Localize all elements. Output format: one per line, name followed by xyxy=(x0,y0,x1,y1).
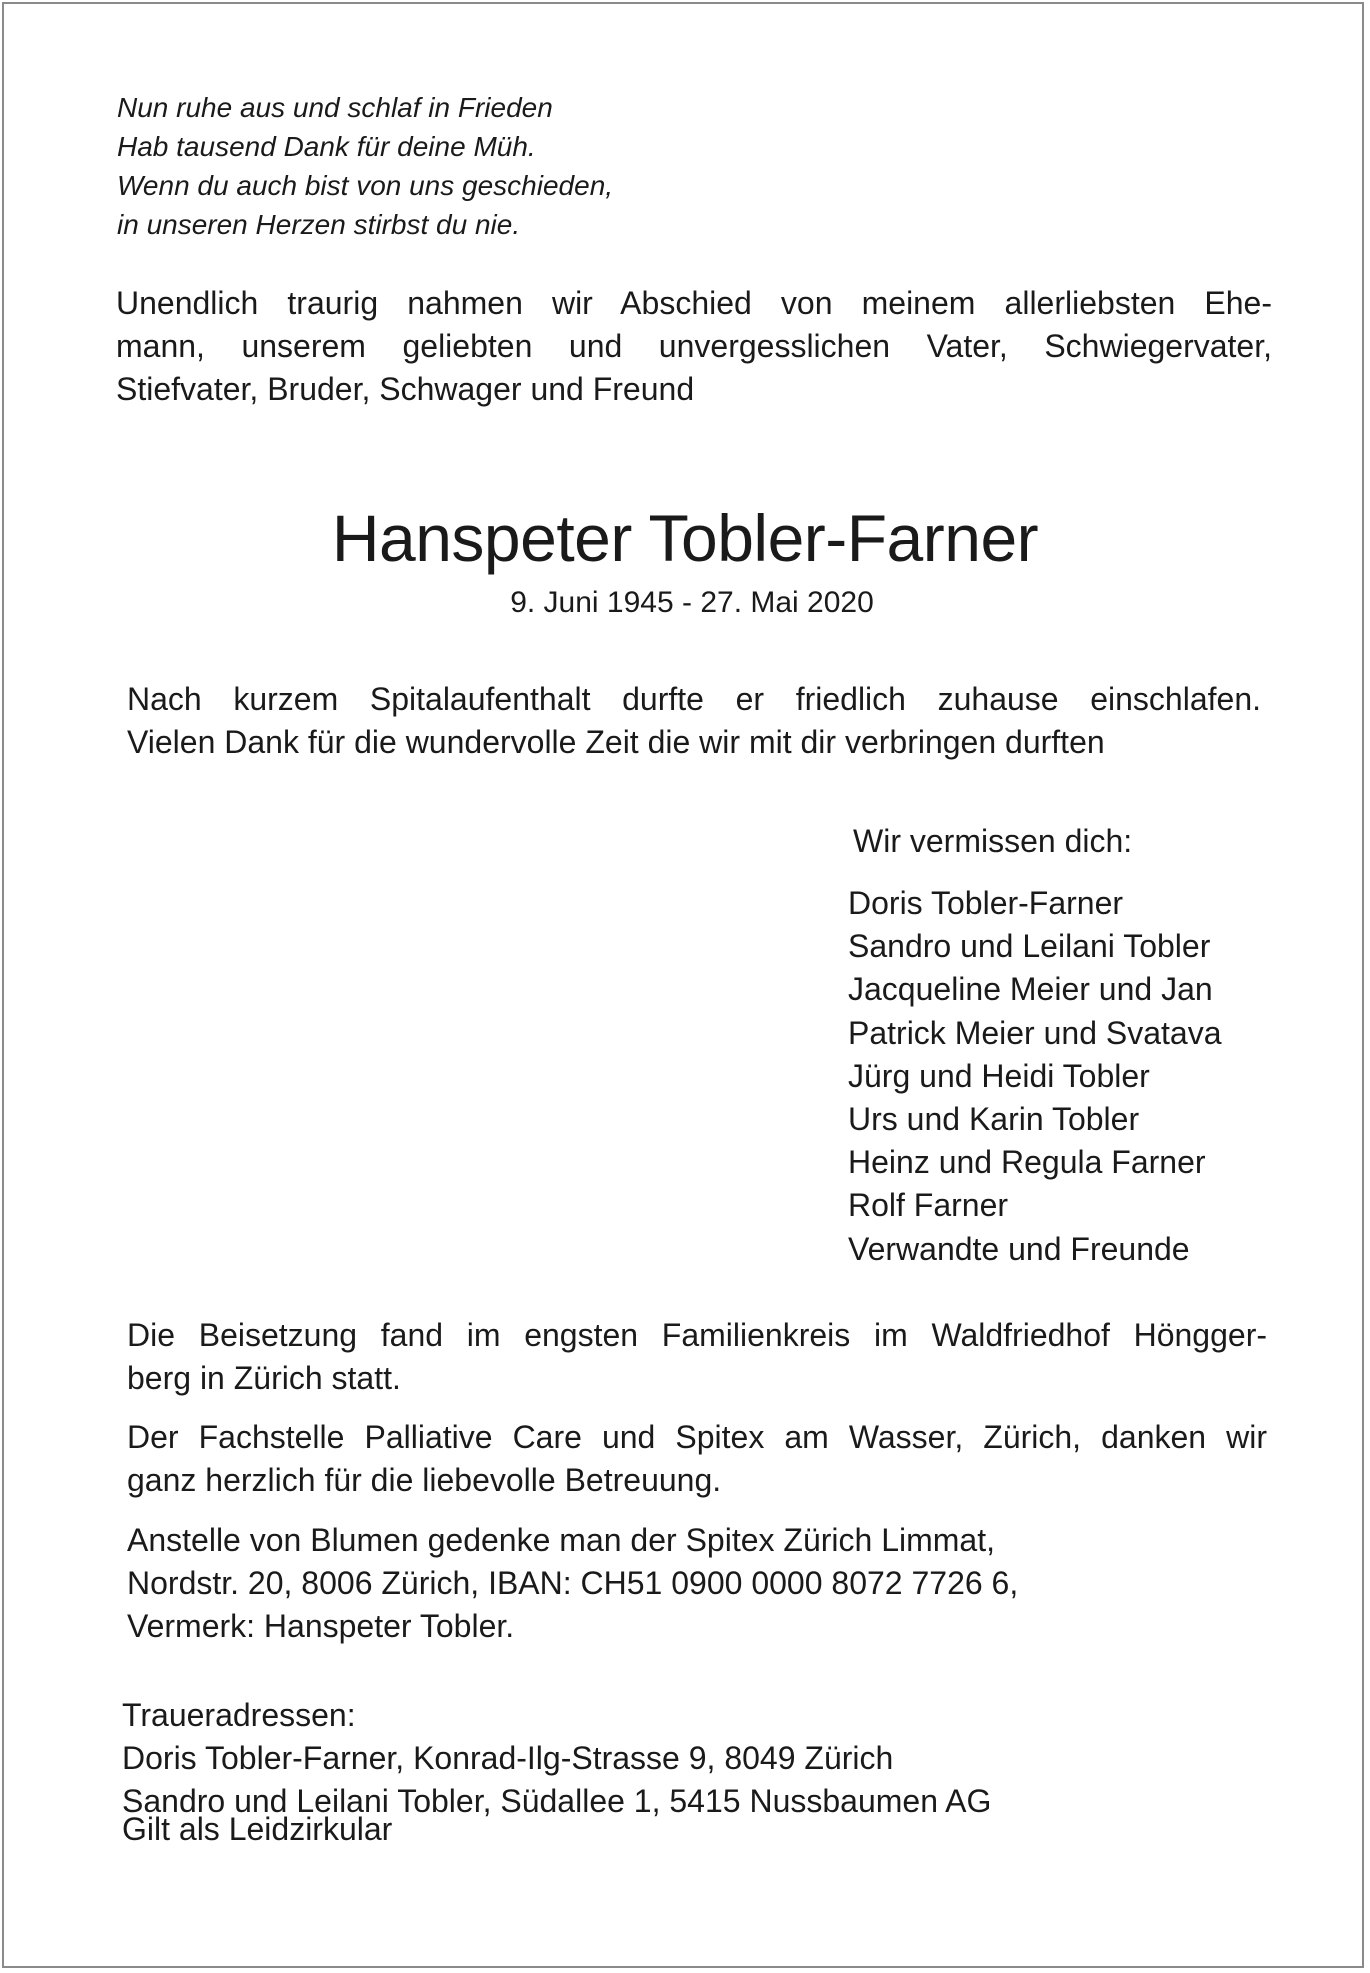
donation-line: Nordstr. 20, 8006 Zürich, IBAN: CH51 0900 0000 8072 7726 6, xyxy=(127,1565,1019,1601)
donation-line: Vermerk: Hanspeter Tobler. xyxy=(127,1608,515,1644)
poem-line: Wenn du auch bist von uns geschieden, xyxy=(117,170,614,201)
address-entry: Sandro und Leilani Tobler, Südallee 1, 5415 Nussbaumen AG xyxy=(122,1783,992,1819)
burial-paragraph xyxy=(127,1314,1267,1400)
mourning-addresses xyxy=(122,1694,991,1823)
deceased-name: Hanspeter Tobler-Farner xyxy=(331,501,1039,575)
mourner-name: Sandro und Leilani Tobler xyxy=(848,928,1211,965)
mourner-name: Jürg und Heidi Tobler xyxy=(848,1057,1150,1094)
address-entry: Doris Tobler-Farner, Konrad-Ilg-Strasse 9, 8049 Zürich xyxy=(122,1740,894,1776)
intro-line: Unendlich traurig nahmen wir Abschied von meinem allerliebsten Ehe- xyxy=(116,285,1272,321)
mourner-name: Jacqueline Meier und Jan xyxy=(848,971,1213,1008)
intro-line: mann, unserem geliebten und unvergesslichen Vater, Schwiegervater, xyxy=(116,328,1272,364)
burial-line: berg in Zürich statt. xyxy=(127,1360,401,1396)
farewell-paragraph xyxy=(127,678,1261,764)
donation-line: Anstelle von Blumen gedenke man der Spitex Zürich Limmat, xyxy=(127,1522,995,1558)
circular-note: Gilt als Leidzirkular xyxy=(122,1811,393,1847)
mourner-name: Rolf Farner xyxy=(848,1187,1009,1224)
mourner-name: Heinz und Regula Farner xyxy=(848,1144,1206,1181)
mourner-name: Patrick Meier und Svatava xyxy=(848,1014,1222,1051)
life-dates: 9. Juni 1945 - 27. Mai 2020 xyxy=(510,586,874,619)
addresses-heading: Traueradressen: xyxy=(122,1697,356,1733)
farewell-line: Vielen Dank für die wundervolle Zeit die wir mit dir verbringen durften xyxy=(127,724,1105,760)
intro-line: Stiefvater, Bruder, Schwager und Freund xyxy=(116,371,695,407)
poem-line: Nun ruhe aus und schlaf in Frieden xyxy=(117,92,553,123)
memorial-poem xyxy=(117,88,613,244)
thanks-paragraph xyxy=(127,1416,1267,1502)
mourner-name: Doris Tobler-Farner xyxy=(848,885,1124,921)
mourner-name: Urs und Karin Tobler xyxy=(848,1101,1140,1138)
thanks-line: ganz herzlich für die liebevolle Betreuung. xyxy=(127,1462,722,1498)
mourners-list xyxy=(848,882,1222,1271)
thanks-line: Der Fachstelle Palliative Care und Spitex am Wasser, Zürich, danken wir xyxy=(127,1419,1267,1455)
intro-paragraph xyxy=(116,282,1272,411)
burial-line: Die Beisetzung fand im engsten Familienkreis im Waldfriedhof Höngger- xyxy=(127,1317,1267,1353)
donation-paragraph xyxy=(127,1519,1267,1648)
mourner-name: Verwandte und Freunde xyxy=(848,1230,1190,1267)
mourners-heading: Wir vermissen dich: xyxy=(853,823,1133,859)
poem-line: in unseren Herzen stirbst du nie. xyxy=(117,209,521,240)
farewell-line: Nach kurzem Spitalaufenthalt durfte er friedlich zuhause einschlafen. xyxy=(127,681,1261,717)
poem-line: Hab tausend Dank für deine Müh. xyxy=(117,131,536,162)
